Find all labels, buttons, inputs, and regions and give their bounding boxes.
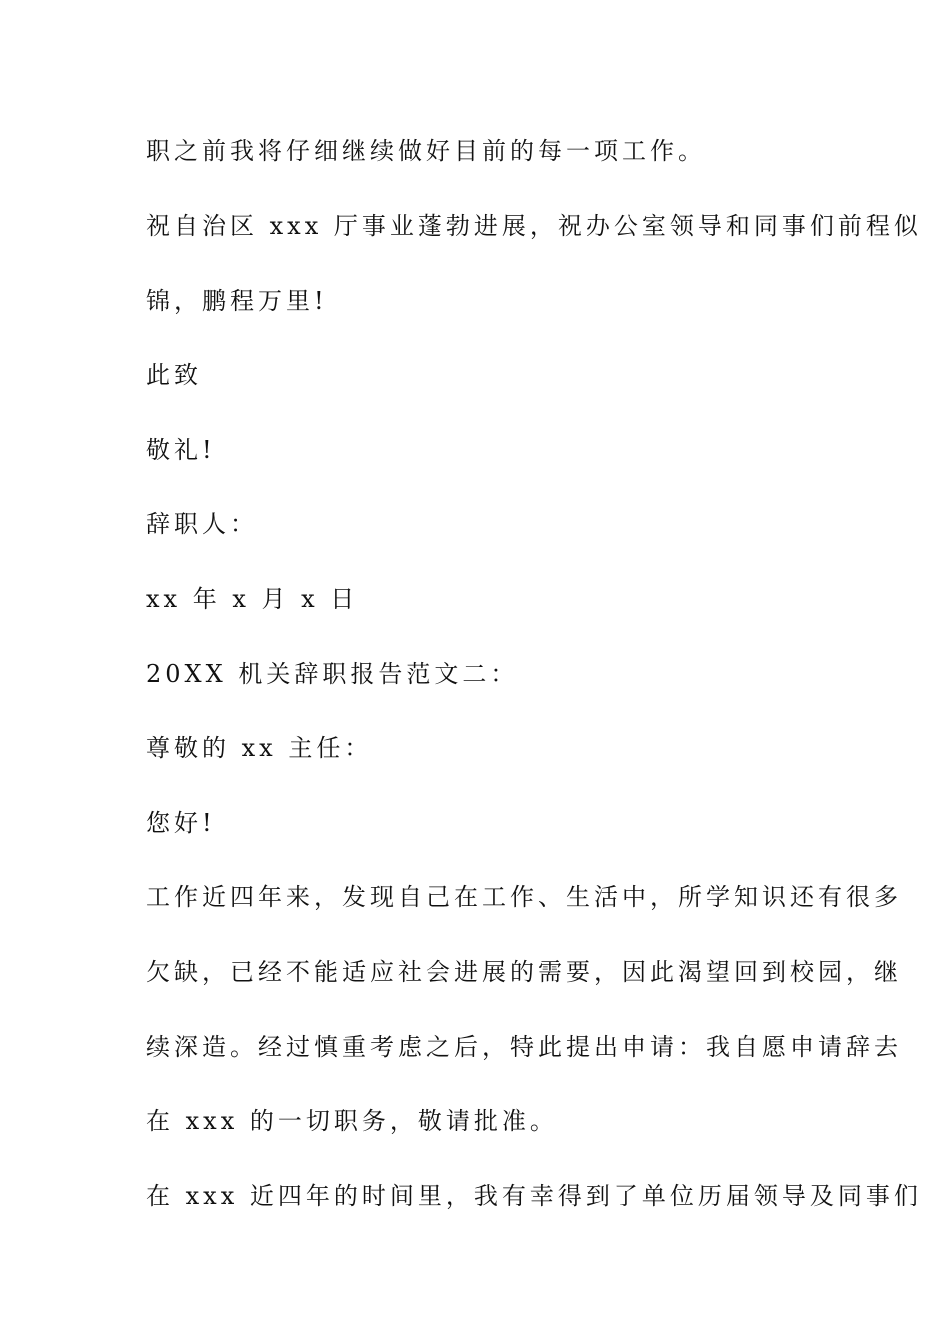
text-line-1: 职之前我将仔细继续做好目前的每一项工作。	[146, 137, 706, 165]
text-line-12: 欠缺，已经不能适应社会进展的需要，因此渴望回到校园，继	[146, 958, 902, 986]
text-line-7: xx 年 x 月 x 日	[146, 585, 359, 613]
text-line-3: 锦，鹏程万里!	[146, 287, 328, 315]
text-line-9: 尊敬的 xx 主任：	[146, 734, 373, 762]
text-line-2: 祝自治区 xxx 厅事业蓬勃进展，祝办公室领导和同事们前程似	[146, 212, 922, 240]
text-line-6: 辞职人：	[146, 510, 258, 538]
text-line-8: 20XX 机关辞职报告范文二：	[146, 660, 519, 688]
text-line-15: 在 xxx 近四年的时间里，我有幸得到了单位历届领导及同事们	[146, 1182, 922, 1210]
text-line-14: 在 xxx 的一切职务，敬请批准。	[146, 1107, 558, 1135]
text-line-4: 此致	[146, 361, 202, 389]
text-line-5: 敬礼!	[146, 436, 216, 464]
text-line-10: 您好!	[146, 809, 216, 837]
text-line-11: 工作近四年来，发现自己在工作、生活中，所学知识还有很多	[146, 883, 902, 911]
text-line-13: 续深造。经过慎重考虑之后，特此提出申请：我自愿申请辞去	[146, 1033, 902, 1061]
